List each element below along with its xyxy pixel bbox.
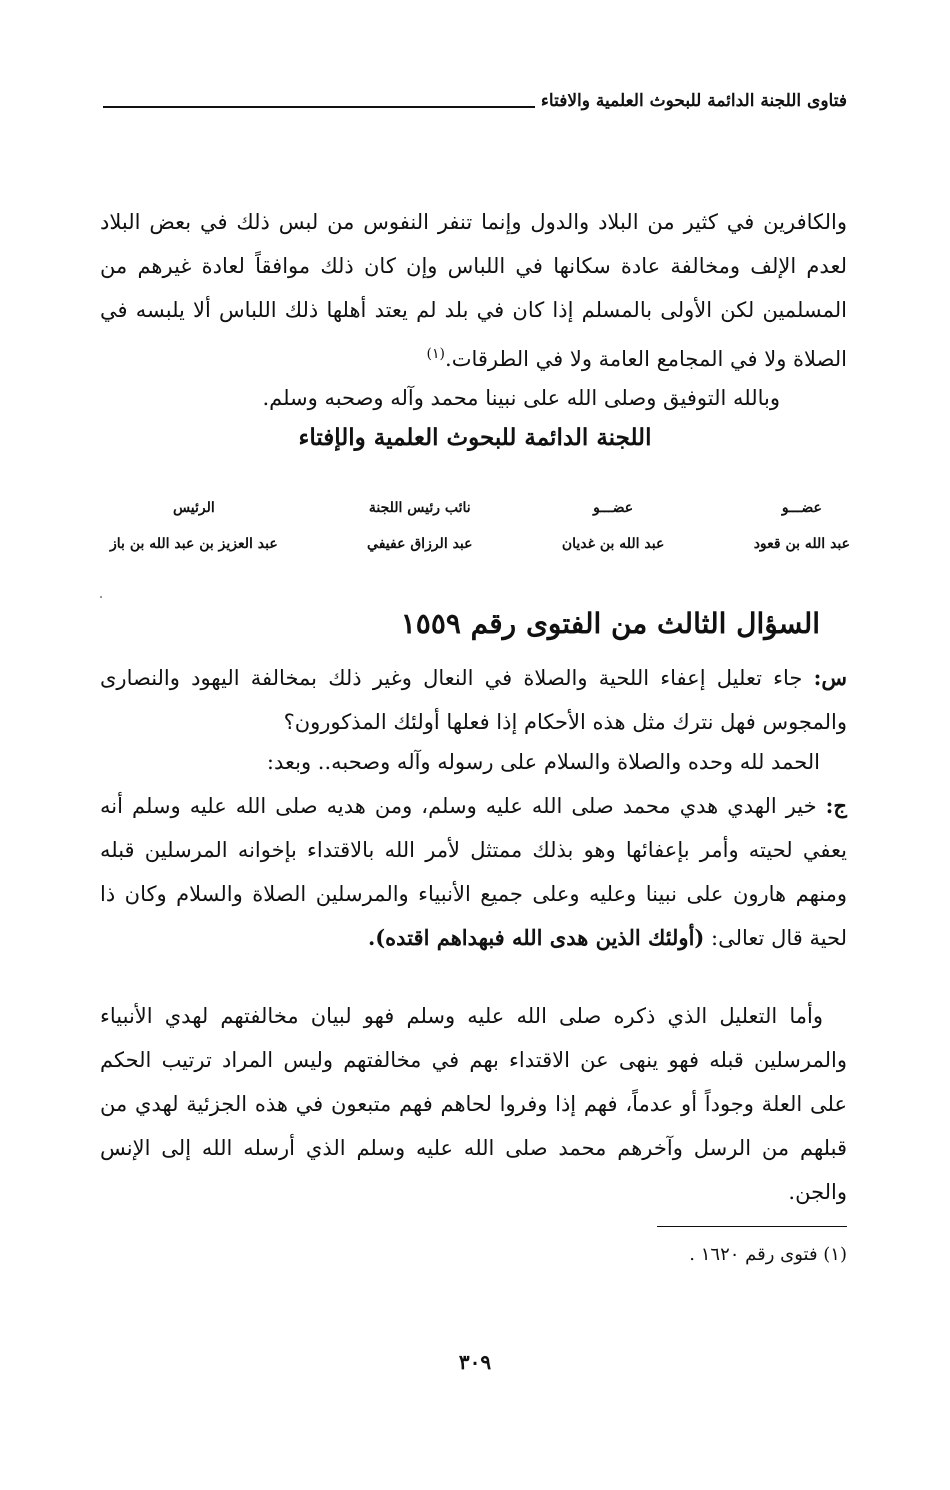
page-number: ٣٠٩ bbox=[458, 1350, 492, 1374]
second-paragraph-text: وأما التعليل الذي ذكره صلى الله عليه وسلم فهو لبيان مخالفتهم لهدي الأنبياء والمرسلين قبله فهو ينهى عن الاقتداء بهم في مخالفتهم وليس المراد ترتيب الحكم على العلة وجوداً أو عدماً، فهم إذا وفروا لحاهم فهم متبعون في هذه الجزئية لهدي من قبلهم من الرسل وآخرهم محمد صلى الله عليه وسلم الذي أرسله الله إلى الإنس والجن. bbox=[100, 1004, 847, 1204]
signatories-table bbox=[110, 500, 850, 570]
signatory-role: الرئيس bbox=[172, 500, 215, 516]
signatory bbox=[367, 500, 472, 570]
praise-line-text: الحمد لله وحده والصلاة والسلام على رسوله وآله وصحبه.. وبعد: bbox=[266, 750, 820, 774]
closing-line bbox=[100, 376, 780, 420]
intro-paragraph bbox=[100, 200, 847, 381]
footnote-reference: (١) bbox=[426, 346, 446, 362]
question-text: جاء تعليل إعفاء اللحية والصلاة في النعال وغير ذلك بمخالفة اليهود والنصارى والمجوس فهل نترك مثل هذه الأحكام إذا فعلها أولئك المذكورون؟ bbox=[100, 666, 847, 734]
signatory-role: عضـــو bbox=[593, 500, 634, 516]
running-head-title: فتاوى اللجنة الدائمة للبحوث العلمية والافتاء bbox=[540, 91, 847, 111]
footnote: (١) فتوى رقم ١٦٢٠ . bbox=[689, 1244, 847, 1265]
running-head bbox=[103, 86, 847, 116]
signatory-name: عبد العزيز بن عبد الله بن باز bbox=[110, 536, 278, 552]
second-paragraph bbox=[100, 994, 847, 1214]
question-label: س: bbox=[813, 665, 847, 690]
question-paragraph bbox=[100, 656, 847, 744]
answer-label: ج: bbox=[825, 793, 847, 818]
question-title: السؤال الثالث من الفتوى رقم ١٥٥٩ bbox=[400, 607, 820, 640]
signatory-name: عبد الرزاق عفيفي bbox=[367, 536, 473, 552]
signatory bbox=[110, 500, 278, 570]
intro-paragraph-text: والكافرين في كثير من البلاد والدول وإنما تنفر النفوس من لبس ذلك في بعض البلاد لعدم الإلف ومخالفة عادة سكانها في اللباس وإن كان ذلك موافقاً لعادة غيرهم من المسلمين لكن الأولى بالمسلم إذا كان في بلد لم يعتد أهلها ذلك اللباس ألا يلبسه في الصلاة ولا في المجامع العامة ولا في الطرقات. bbox=[100, 210, 847, 371]
scan-dot bbox=[100, 596, 102, 598]
closing-line-text: وبالله التوفيق وصلى الله على نبينا محمد وآله وصحبه وسلم. bbox=[262, 386, 780, 410]
signatory bbox=[562, 500, 665, 570]
answer-quran-quote: (أولئك الذين هدى الله فبهداهم اقتده). bbox=[367, 925, 705, 950]
answer-paragraph bbox=[100, 784, 847, 960]
signatory-name: عبد الله بن غديان bbox=[561, 536, 665, 552]
signatory-name: عبد الله بن قعود bbox=[753, 536, 850, 552]
signatory-role: عضـــو bbox=[781, 500, 822, 516]
running-head-rule bbox=[103, 94, 535, 108]
answer-text: خير الهدي هدي محمد صلى الله عليه وسلم، ومن هديه صلى الله عليه وسلم أنه يعفي لحيته وأمر بإعفائها وهو بذلك ممتثل لأمر الله بالاقتداء بإخوانه المرسلين قبله ومنهم هارون على نبينا وعليه وعلى جميع الأنبياء والمرسلين الصلاة والسلام وكان ذا لحية قال تعالى: bbox=[100, 794, 847, 950]
signatory bbox=[754, 500, 850, 570]
committee-title: اللجنة الدائمة للبحوث العلمية والإفتاء bbox=[298, 424, 652, 451]
footnote-rule bbox=[657, 1226, 847, 1227]
praise-line bbox=[100, 740, 820, 784]
signatory-role: نائب رئيس اللجنة bbox=[368, 500, 471, 516]
